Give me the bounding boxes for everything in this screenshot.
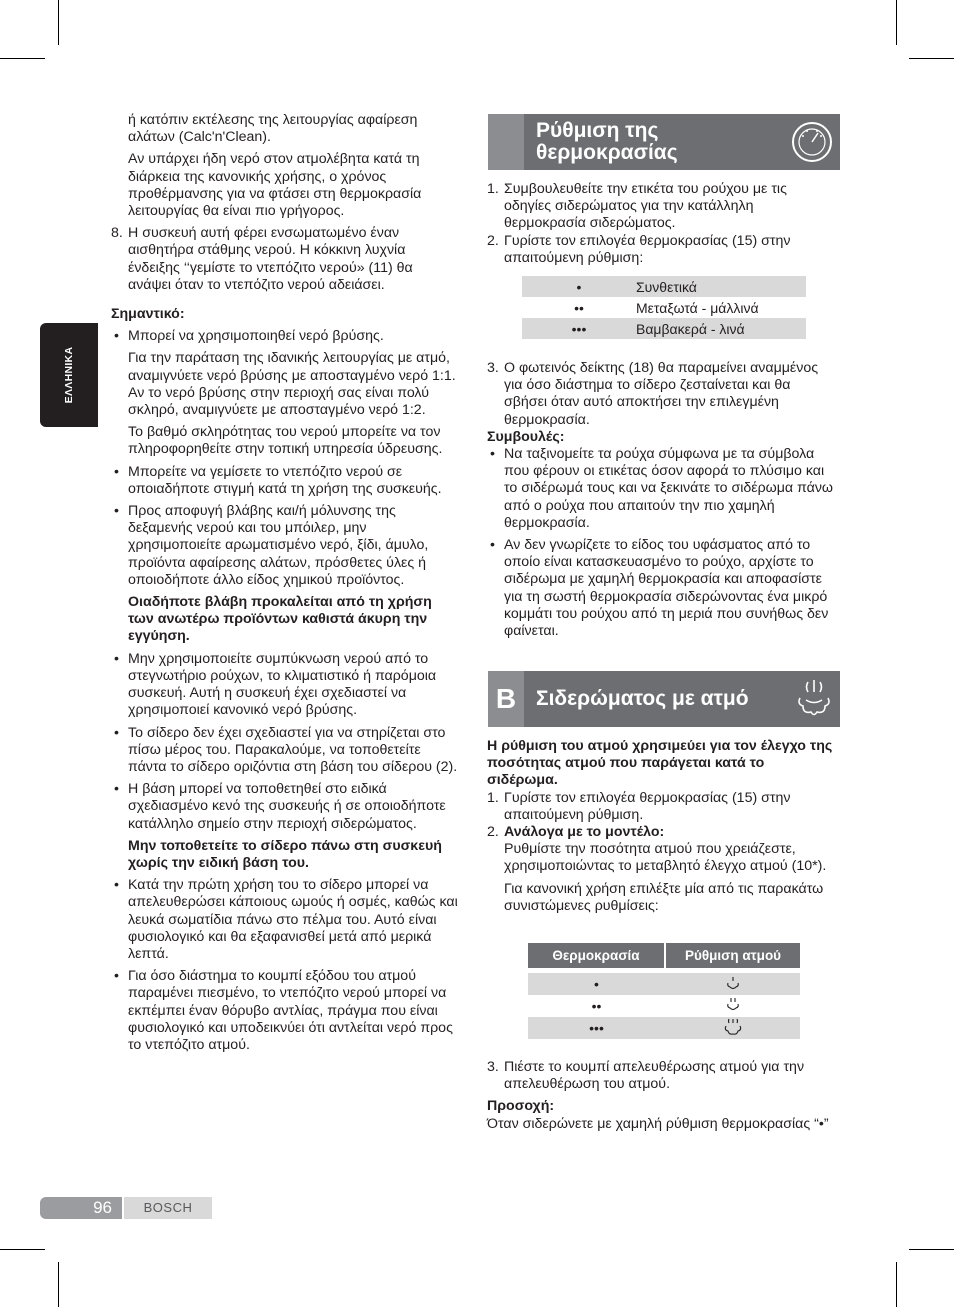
temperature-table [522,276,806,339]
header-temperature: Θερμοκρασία [528,943,665,968]
bullet-item: • Μπορείτε να γεμίσετε το ντεπόζιτο νερού σε οποιαδήποτε στιγμή κατά τη χρήση της συσκευής. [111,464,459,498]
item-text: Η συσκευή αυτή φέρει ενσωματωμένο έναν αισθητήρα στάθμης νερού. Η κόκκινη λυχνία ένδειξης ‘‘γεμίστε το ντεπόζιτο νερού» (11) θα ανάψει όταν το ντεπόζιτο νερού αδειάσει. [128,225,413,293]
language-tab [40,323,98,427]
temperature-content [487,181,837,267]
table-row [522,297,806,318]
table-row [528,995,800,1017]
language-tab-label: ΕΛΛΗΝΙΚΑ [63,346,75,404]
table-row [528,1017,800,1039]
page-number: 96 [40,1197,122,1219]
tips-label: Συμβουλές: [487,428,565,445]
dots-cell: •• [574,299,584,316]
bullet-item: • Αν δεν γνωρίζετε το είδος του υφάσματος από το οποίο είναι κατασκευασμένο το ρούχο, αρχίστε το σιδέρωμα με χαμηλή θερμοκρασία και αποφασίστε για τη σωστή θερμοκρασία σιδερώνοντας ένα μικρό κομμάτι του ρούχου από τη μεριά που συνήθως δεν φαίνεται. [487,537,837,640]
paragraph: ή κατόπιν εκτέλεσης της λειτουργίας αφαίρεση αλάτων (Calc'n'Clean). [128,112,418,146]
steam-level-2-icon [725,997,741,1012]
steam-content-2 [487,1059,837,1133]
dots-cell: •• [528,995,665,1017]
paragraph: Το βαθμό σκληρότητας του νερού μπορείτε να τον πληροφορηθείτε στην τοπική υπηρεσία ύδρευσης. [128,424,443,458]
dots-cell: ••• [528,1017,665,1039]
section-title: Σιδερώματος με ατμό [536,687,749,710]
paragraph: Για κανονική χρήση επιλέξτε μία από τις παρακάτω συνιστώμενες ρυθμίσεις: [504,880,824,914]
crop-mark [909,1249,954,1250]
warning-text: Μην τοποθετείτε το σίδερο πάνω στη συσκευή χωρίς την ειδική βάση του. [128,837,442,871]
table-header-row [528,943,800,968]
bullet-item: • Για όσο διάστημα το κουμπί εξόδου του ατμού παραμένει πιεσμένο, το ντεπόζιτο νερού μπορεί να εκπέμπει έναν θόρυβο αντλίας, πράγμα που είναι φυσιολογικό και υποδεικνύει ότι αντλείται νερό προς το ντεπόζιτο ατμού. [111,968,459,1054]
bullet-item: • Μπορεί να χρησιμοποιηθεί νερό βρύσης. [111,328,459,345]
bullet-item: • Να ταξινομείτε τα ρούχα σύμφωνα με τα σύμβολα που φέρουν οι ετικέτας όσον αφορά το πλύσιμο και το σιδέρωμά τους και να ξεκινάτε το σιδέρωμα πάνω από ο ρούχα που απαιτούν την πιο χαμηλή θερμοκρασία. [487,446,837,532]
caution-label: Προσοχή: [487,1098,555,1115]
fabric-cell: Συνθετικά [636,276,806,297]
table-row [528,973,800,995]
numbered-item: 1. Γυρίστε τον επιλογέα θερμοκρασίας (15) στην απαιτούμενη ρύθμιση. [487,789,791,823]
bullet-item: • Το σίδερο δεν έχει σχεδιαστεί για να στηρίζεται στο πίσω μέρος του. Παρακαλούμε, να τοποθετείτε πάντα το σίδερο οριζόντια στη βάση του σίδερου (2). [111,725,459,777]
left-column [111,112,459,1054]
bullet-item: • Η βάση μπορεί να τοποθετηθεί στο ειδικά σχεδιασμένο κενό της συσκευής ή σε οποιοδήποτε κατάλληλο σημείο στην περιοχή σιδερώματος. [111,781,459,833]
numbered-item: 3. Ο φωτεινός δείκτης (18) θα παραμείνει αναμμένος για όσο διάστημα το σίδερο ζεσταίνεται και θα σβήσει όταν αυτό αποκτήσει την επιλεγμένη θερμοκρασία. [487,360,819,428]
numbered-item: 3. Πιέστε το κουμπί απελευθέρωσης ατμού για την απελευθέρωση του ατμού. [487,1059,805,1093]
crop-mark [58,0,59,45]
section-letter: B [488,671,524,727]
steam-level-cell [665,973,800,995]
caution-text: Όταν σιδερώνετε με χαμηλή ρύθμιση θερμοκρασίας “•” [487,1115,829,1132]
temperature-section-header [488,114,840,170]
crop-mark [896,1262,897,1307]
crop-mark [909,58,954,59]
dots-cell: • [522,276,636,297]
bullet-item: • Προς αποφυγή βλάβης και/ή μόλυνσης της δεξαμενής νερού και του μπόιλερ, μην χρησιμοποιείτε αρωματισμένο νερό, ξίδι, άμυλο, προϊόντα αφαίρεσης αλάτων, πρόσθετες ύλες ή οποιοδήποτε άλλο είδος χημικού προϊόντος. [111,503,459,589]
dots-cell: • [528,973,665,995]
table-row [522,318,806,339]
paragraph: Για την παράταση της ιδανικής λειτουργίας με ατμό, αναμιγνύετε νερό βρύσης με αποσταγμένο νερό 1:1. Αν το νερό βρύσης στην περιοχή σας είναι πολύ σκληρό, αναμιγνύετε με αποσταγμένο νερό 1:2. [128,350,456,419]
header-steam: Ρύθμιση ατμού [665,943,800,968]
fabric-cell: Βαμβακερά - λινά [636,318,806,339]
numbered-item: 1. Συμβουλευθείτε την ετικέτα του ρούχου με τις οδηγίες σιδερώματος για την κατάλληλη θερμοκρασία σιδερώματος. [487,181,787,232]
item-number: 8. [111,225,123,242]
warning-text: Οιαδήποτε βλάβη προκαλείται από τη χρήση των ανωτέρω προϊόντων καθιστά άκυρη την εγγύηση. [128,594,432,645]
table-row [522,276,806,297]
paragraph: Ρυθμίστε την ποσότητα ατμού που χρειάζεστε, χρησιμοποιώντας το μεταβλητό έλεγχο ατμού (10*). [504,841,827,875]
fabric-cell: Μεταξωτά - μάλλινά [636,299,759,316]
paragraph: Αν υπάρχει ήδη νερό στον ατμολέβητα κατά τη διάρκεια της κανονικής χρήσης, ο χρόνος προθέρμανσης για να φτάσει στη θερμοκρασία λειτουργίας θα είναι πιο γρήγορος. [128,151,422,220]
temperature-dial-icon [790,120,834,164]
crop-mark [0,58,45,59]
numbered-item: 2. Ανάλογα με το μοντέλο: [487,824,665,841]
dots-cell: ••• [522,318,636,339]
brand-name: BOSCH [124,1197,212,1219]
steam-content [487,738,837,915]
numbered-item [111,225,459,294]
crop-mark [896,0,897,45]
intro-text: Η ρύθμιση του ατμού χρησιμεύει για τον έλεγχο της ποσότητας ατμού που παράγεται κατά το σιδέρωμα. [487,738,833,789]
steam-table [528,943,800,1039]
numbered-item: 2. Γυρίστε τον επιλογέα θερμοκρασίας (15) στην απαιτούμενη ρύθμιση: [487,232,791,266]
header-accent [488,114,524,170]
steam-section-header [488,671,840,727]
important-label: Σημαντικό: [111,306,185,323]
section-title: Ρύθμιση της θερμοκρασίας [536,119,678,164]
crop-mark [58,1262,59,1307]
steam-level-3-icon [723,1018,743,1036]
steam-level-1-icon [725,976,741,990]
steam-level-cell [665,1017,800,1039]
bullet-item: • Μην χρησιμοποιείτε συμπύκνωση νερού από το στεγνωτήριο ρούχων, το κλιματιστικό ή παρόμοια συσκευή. Αυτή η συσκευή έχει σχεδιαστεί να χρησιμοποιεί κανονικό νερό βρύσης. [111,651,459,720]
bullet-item: • Κατά την πρώτη χρήση του το σίδερο μπορεί να απελευθερώσει κάποιους ωμούς ή οσμές, καθώς και λευκά σωματίδια πάνω στο πέλμα του. Αυτό είναι φυσιολογικό και θα εξαφανισθεί μετά από μερικά λεπτά. [111,877,459,963]
crop-mark [0,1249,45,1250]
steam-icon [794,678,834,720]
temperature-content-2 [487,360,837,640]
steam-level-cell [665,995,800,1017]
